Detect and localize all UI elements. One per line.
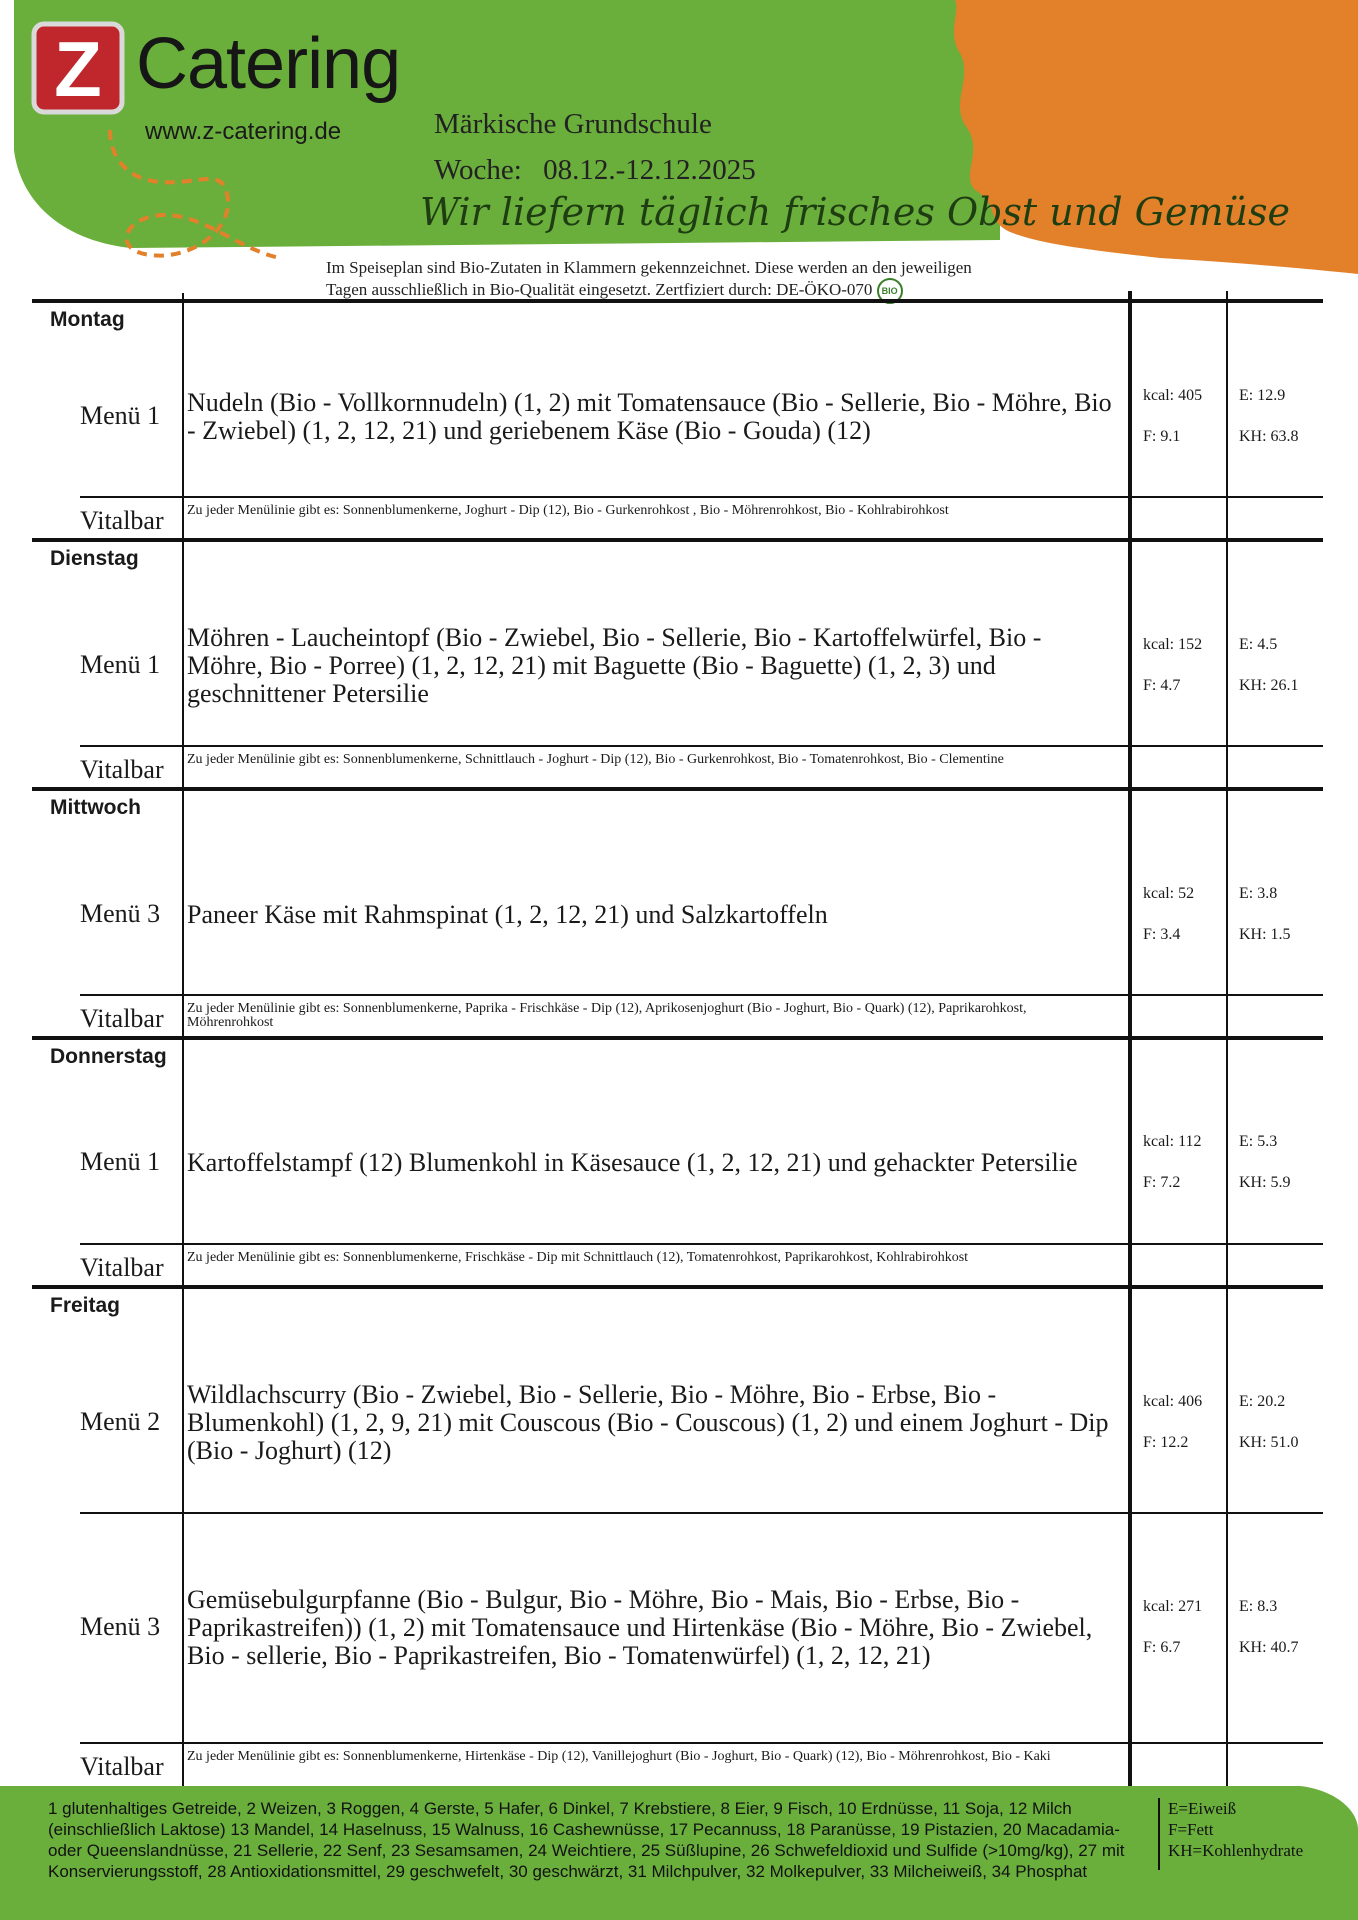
menu-line-label: Menü 2 [80, 1407, 161, 1436]
vitalbar-label: Vitalbar [80, 1752, 164, 1781]
menu-line-label: Menü 1 [80, 401, 161, 430]
menu-description-text: Kartoffelstampf (12) Blumenkohl in Käsesauce (1, 2, 12, 21) und gehackter Petersilie [187, 1148, 1078, 1177]
menu-description [187, 336, 1112, 498]
kcal-value: kcal: 52 [1143, 885, 1195, 902]
menu-description-text: Möhren - Laucheintopf (Bio - Zwiebel, Bio - Sellerie, Bio - Kartoffelwürfel, Bio - Möhre, Bio - Porree) (1, 2, 12, 21) mit Baguette (Bio - Baguette) (1, 2, 3) und geschnittener Petersilie [187, 623, 1042, 708]
kcal-value: kcal: 112 [1143, 1133, 1202, 1150]
vitalbar-label: Vitalbar [80, 755, 164, 784]
kcal-value: kcal: 406 [1143, 1393, 1203, 1410]
kcal-value: kcal: 271 [1143, 1598, 1203, 1615]
school-name: Märkische Grundschule [434, 108, 712, 140]
column-rule-macros [1226, 291, 1228, 1786]
vitalbar-text: Zu jeder Menülinie gibt es: Sonnenblumenkerne, Hirtenkäse - Dip (12), Vanillejoghurt (Bio - Joghurt, Bio - Quark) (12), Bio - Möhrenrohkost, Bio - Kaki [187, 1749, 1051, 1764]
week-line [434, 154, 756, 187]
legend-fat: F=Fett [1168, 1820, 1214, 1839]
menu-line-label: Menü 1 [80, 1147, 161, 1176]
menu-description [187, 836, 1112, 994]
week-label: Woche: [434, 154, 522, 186]
protein-value: E: 5.3 [1239, 1133, 1278, 1150]
menu-line-label: Menü 3 [80, 899, 161, 928]
fat-value: F: 3.4 [1143, 926, 1181, 943]
column-rule-nutrition [1128, 291, 1132, 1786]
legend-divider [1158, 1798, 1160, 1870]
bio-notice-line1: Im Speiseplan sind Bio-Zutaten in Klammern gekennzeichnet. Diese werden an den jeweiligen [326, 258, 972, 277]
vitalbar-label: Vitalbar [80, 1004, 164, 1033]
menu-description-text: Paneer Käse mit Rahmspinat (1, 2, 12, 21) und Salzkartoffeln [187, 900, 828, 929]
kcal-value: kcal: 405 [1143, 387, 1203, 404]
menu-description [187, 587, 1112, 745]
week-range: 08.12.-12.12.2025 [543, 154, 756, 186]
carbs-value: KH: 51.0 [1239, 1434, 1299, 1451]
legend-carbs: KH=Kohlenhydrate [1168, 1841, 1304, 1860]
z-logo-icon [30, 20, 126, 120]
bio-notice-line2: Tagen ausschließlich in Bio-Qualität eingesetzt. Zertfiziert durch: DE-ÖKO-070 [326, 279, 873, 299]
nutrition-legend [1168, 1798, 1303, 1861]
tagline: Wir liefern täglich frisches Obst und Gemüse [420, 190, 1290, 234]
bio-seal-icon: BIO [877, 278, 903, 304]
legend-protein: E=Eiweiß [1168, 1799, 1237, 1818]
carbs-value: KH: 26.1 [1239, 677, 1299, 694]
vitalbar-separator [80, 1243, 1323, 1245]
fat-value: F: 6.7 [1143, 1639, 1181, 1656]
day-name: Dienstag [50, 547, 139, 570]
vitalbar-separator [80, 745, 1323, 747]
logo-letter: Z [54, 25, 102, 113]
protein-value: E: 8.3 [1239, 1598, 1278, 1615]
logo-wordmark: Catering [136, 24, 401, 104]
menu-description-text: Nudeln (Bio - Vollkornnudeln) (1, 2) mit Tomatensauce (Bio - Sellerie, Bio - Möhre, Bio - Zwiebel) (1, 2, 12, 21) und geriebenem Käse (Bio - Gouda) (12) [187, 388, 1112, 445]
vitalbar-label: Vitalbar [80, 506, 164, 535]
logo-url: www.z-catering.de [145, 118, 342, 145]
vitalbar-text: Zu jeder Menülinie gibt es: Sonnenblumenkerne, Frischkäse - Dip mit Schnittlauch (12), Tomatenrohkost, Paprikarohkost, Kohlrabirohkost [187, 1250, 969, 1265]
kcal-value: kcal: 152 [1143, 636, 1203, 653]
menu-description-text: Wildlachscurry (Bio - Zwiebel, Bio - Sellerie, Bio - Möhre, Bio - Erbse, Bio - Blumenkohl) (1, 2, 9, 21) mit Couscous (Bio - Couscous) (1, 2) und einem Joghurt - Dip (Bio - Joghurt) (12) [187, 1380, 1109, 1465]
fat-value: F: 4.7 [1143, 677, 1181, 694]
menu-line-label: Menü 3 [80, 1612, 161, 1641]
allergen-list: 1 glutenhaltiges Getreide, 2 Weizen, 3 Roggen, 4 Gerste, 5 Hafer, 6 Dinkel, 7 Krebstiere, 8 Eier, 9 Fisch, 10 Erdnüsse, 11 Soja, 12 Milch (einschließlich Laktose) 13 Mandel, 14 Haselnuss, 15 Walnuss, 16 Cashewnüsse, 17 Pecannuss, 18 Paranüsse, 19 Pistazien, 20 Macadamia- oder Queenslandnüsse, 21 Sellerie, 22 Senf, 23 Sesamsamen, 24 Weichtiere, 25 Süßlupine, 26 Schwefeldioxid und Sulfide (>10mg/kg), 27 mit Konservierungsstoff, 28 Antioxidationsmittel, 29 geschwefelt, 30 geschwärzt, 31 Milchpulver, 32 Molkepulver, 33 Milcheiweiß, 34 Phosphat [48, 1799, 1125, 1881]
carbs-value: KH: 40.7 [1239, 1639, 1299, 1656]
vitalbar-separator [80, 1742, 1323, 1744]
menu-description-text: Gemüsebulgurpfanne (Bio - Bulgur, Bio - Möhre, Bio - Mais, Bio - Erbse, Bio - Paprikastreifen)) (1, 2) mit Tomatensauce und Hirtenkäse (Bio - Möhre, Bio - Zwiebel, Bio - sellerie, Bio - Paprikastreifen, Bio - Tomatenwürfel) (1, 2, 12, 21) [187, 1585, 1093, 1670]
protein-value: E: 4.5 [1239, 636, 1278, 653]
protein-value: E: 3.8 [1239, 885, 1278, 902]
column-rule-menu [182, 293, 184, 1786]
menu-description [187, 1514, 1112, 1742]
menu-line-label: Menü 1 [80, 650, 161, 679]
vitalbar-text: Zu jeder Menülinie gibt es: Sonnenblumenkerne, Schnittlauch - Joghurt - Dip (12), Bio - Gurkenrohkost, Bio - Tomatenrohkost, Bio - Clementine [187, 752, 1004, 767]
vitalbar-separator [80, 496, 1323, 498]
day-name: Montag [50, 308, 125, 331]
day-name: Freitag [50, 1294, 121, 1317]
carbs-value: KH: 5.9 [1239, 1174, 1291, 1191]
fat-value: F: 12.2 [1143, 1434, 1189, 1451]
vitalbar-text: Zu jeder Menülinie gibt es: Sonnenblumenkerne, Joghurt - Dip (12), Bio - Gurkenrohkost , Bio - Möhrenrohkost, Bio - Kohlrabirohkost [187, 503, 949, 518]
fat-value: F: 7.2 [1143, 1174, 1181, 1191]
vitalbar-label: Vitalbar [80, 1253, 164, 1282]
fat-value: F: 9.1 [1143, 428, 1181, 445]
vitalbar-text: Zu jeder Menülinie gibt es: Sonnenblumenkerne, Paprika - Frischkäse - Dip (12), Aprikosenjoghurt (Bio - Joghurt, Bio - Quark) (12), Paprikarohkost, Möhrenrohkost [187, 1001, 1027, 1030]
day-name: Mittwoch [50, 796, 141, 819]
vitalbar-separator [80, 994, 1323, 996]
menu-description [187, 1084, 1112, 1242]
protein-value: E: 12.9 [1239, 387, 1286, 404]
protein-value: E: 20.2 [1239, 1393, 1286, 1410]
carbs-value: KH: 1.5 [1239, 926, 1291, 943]
bio-notice [326, 258, 972, 304]
day-name: Donnerstag [50, 1045, 167, 1068]
carbs-value: KH: 63.8 [1239, 428, 1299, 445]
menu-description [187, 1332, 1112, 1514]
